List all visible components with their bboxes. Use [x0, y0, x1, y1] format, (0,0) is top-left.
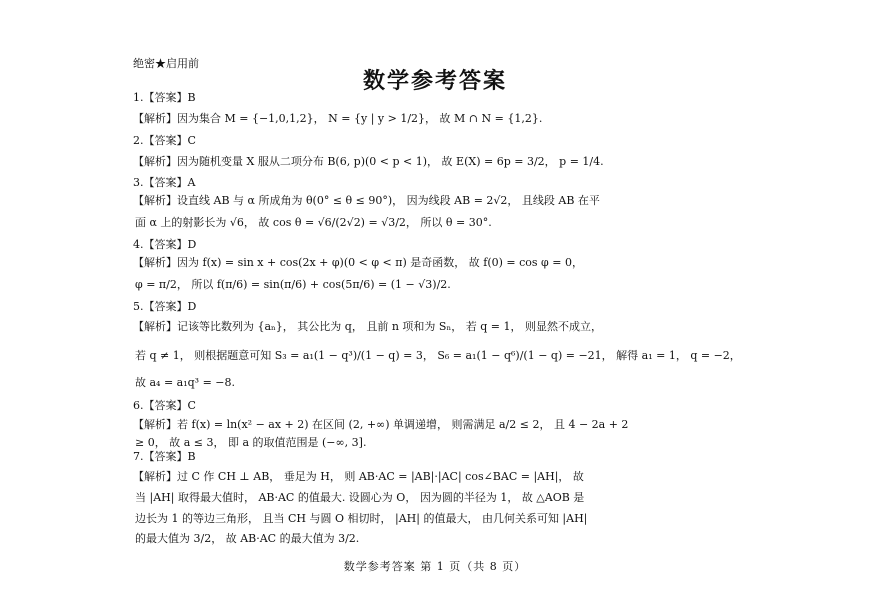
solution-7-line-4: 的最大值为 3/2， 故 AB·AC 的最大值为 3/2.	[135, 532, 360, 545]
page-footer: 数学参考答案 第 1 页（共 8 页）	[343, 560, 527, 573]
answer-7: 7.【答案】B	[133, 450, 196, 463]
solution-3-line-1: 【解析】设直线 AB 与 α 所成角为 θ(0° ≤ θ ≤ 90°)， 因为线段 AB = 2√2， 且线段 AB 在平	[133, 194, 600, 207]
solution-7-line-1: 【解析】过 C 作 CH ⊥ AB， 垂足为 H， 则 AB·AC = |AB|·|AC| cos∠BAC = |AH|， 故	[133, 470, 584, 483]
answer-3: 3.【答案】A	[133, 176, 196, 189]
answer-1: 1.【答案】B	[133, 91, 196, 104]
answer-2: 2.【答案】C	[133, 134, 196, 147]
solution-6-line-2: ≥ 0， 故 a ≤ 3， 即 a 的取值范围是 (−∞, 3].	[135, 436, 367, 449]
answer-4: 4.【答案】D	[133, 238, 197, 251]
solution-1: 【解析】因为集合 M = {−1,0,1,2}， N = {y | y > 1/2}， 故 M ∩ N = {1,2}.	[133, 112, 543, 125]
solution-6-line-1: 【解析】若 f(x) = ln(x² − ax + 2) 在区间 (2, +∞) 单调递增， 则需满足 a/2 ≤ 2， 且 4 − 2a + 2	[133, 418, 629, 431]
confidential-label: 绝密★启用前	[133, 57, 199, 70]
solution-5-line-2: 若 q ≠ 1， 则根据题意可知 S₃ = a₁(1 − q³)/(1 − q) = 3， S₆ = a₁(1 − q⁶)/(1 − q) = −21， 解得 a₁ = 1， q = −2，	[135, 349, 741, 362]
solution-4-line-1: 【解析】因为 f(x) = sin x + cos(2x + φ)(0 < φ < π) 是奇函数， 故 f(0) = cos φ = 0，	[133, 256, 583, 269]
solution-2: 【解析】因为随机变量 X 服从二项分布 B(6, p)(0 < p < 1)， 故 E(X) = 6p = 3/2， p = 1/4.	[133, 155, 604, 168]
page-title: 数学参考答案	[362, 69, 507, 94]
solution-7-line-2: 当 |AH| 取得最大值时， AB·AC 的值最大. 设圆心为 O， 因为圆的半径为 1， 故 △AOB 是	[135, 491, 585, 504]
answer-6: 6.【答案】C	[133, 399, 196, 412]
solution-3-line-2: 面 α 上的射影长为 √6， 故 cos θ = √6/(2√2) = √3/2， 所以 θ = 30°.	[135, 216, 492, 229]
answer-5: 5.【答案】D	[133, 300, 197, 313]
solution-5-line-1: 【解析】记该等比数列为 {aₙ}， 其公比为 q， 且前 n 项和为 Sₙ， 若 q = 1， 则显然不成立，	[133, 320, 602, 333]
solution-5-line-3: 故 a₄ = a₁q³ = −8.	[135, 376, 236, 389]
solution-4-line-2: φ = π/2， 所以 f(π/6) = sin(π/6) + cos(5π/6) = (1 − √3)/2.	[135, 278, 451, 291]
solution-7-line-3: 边长为 1 的等边三角形， 且当 CH 与圆 O 相切时， |AH| 的值最大， 由几何关系可知 |AH|	[135, 512, 588, 525]
